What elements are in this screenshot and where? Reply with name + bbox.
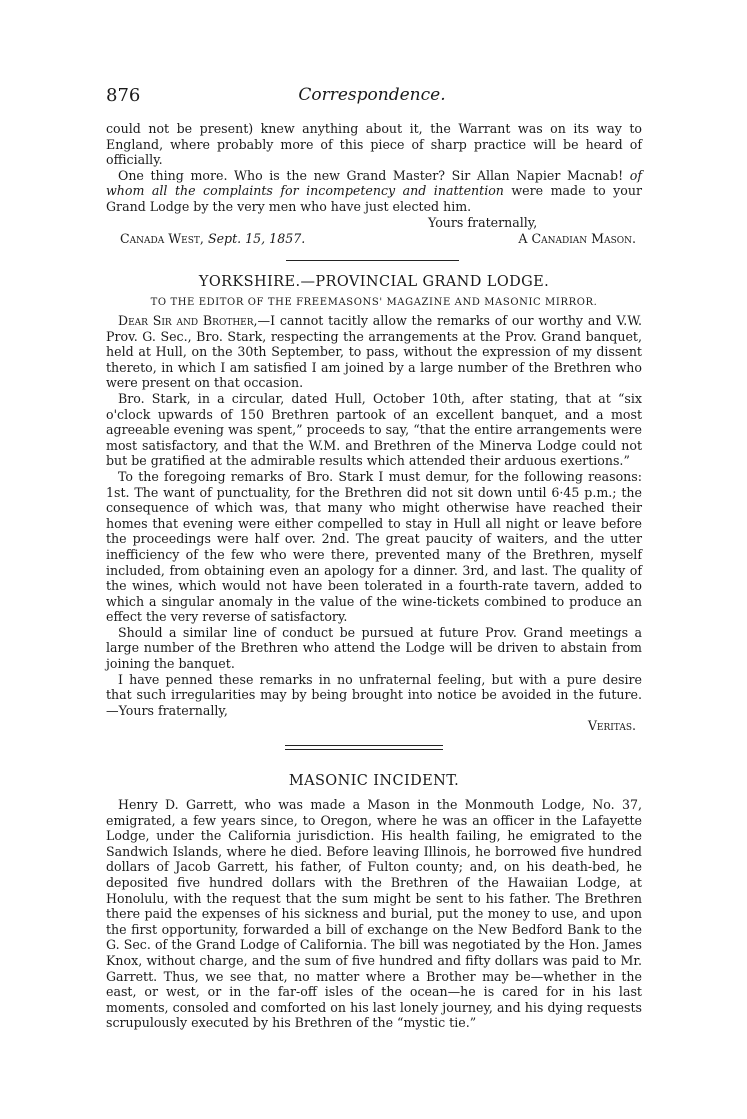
salutation: Dear Sir and Brother, (118, 313, 258, 328)
letter-text: were made to your Grand Lodge by the very men who have just elected him. (106, 183, 643, 214)
letter-paragraph (106, 168, 642, 215)
letter-date: Sept. 15, 1857. (207, 230, 306, 246)
article-paragraph: Henry D. Garrett, who was made a Mason in the Monmouth Lodge, No. 37, emigrated, a few years since, to Oregon, where he was an officer in the Lafayette Lodge, under the California jurisdiction. His health failing, he emigrated to the Sandwich Islands, where he died. Before leaving Illinois, he borrowed five hundred dollars of Jacob Garrett, his father, of Fulton county; and, on his death-bed, he deposited five hundred dollars with the Brethren of the Hawaiian Lodge, at Honolulu, with the request that the sum might be sent to his father. The Brethren there paid the expenses of his sickness and burial, put the money to use, and upon the first opportunity, forwarded a bill of exchange on the New Bedford Bank to the G. Sec. of the Grand Lodge of California. The bill was negotiated by the Hon. James Knox, without charge, and the sum of five hundred and fifty dollars was paid to Mr. Garrett. Thus, we see that, no matter where a Brother may be—whether in the east, or west, or in the far-off isles of the ocean—he is cared for in his last moments, consoled and comforted on his last lonely journey, and his dying requests scrupulously executed by his Brethren of the “mystic tie.” (106, 797, 642, 1031)
letter-text: One thing more. Who is the new Grand Master? Sir Allan Napier Macnab! (118, 167, 624, 183)
letter-signature-line (106, 231, 642, 247)
article-title: YORKSHIRE.—PROVINCIAL GRAND LODGE. (198, 274, 550, 290)
article-title: MASONIC INCIDENT. (288, 773, 460, 789)
article-subhead: TO THE EDITOR OF THE FREEMASONS' MAGAZINE AND MASONIC MIRROR. (150, 297, 598, 308)
letter-place-date (120, 231, 305, 247)
article-signature-line (106, 718, 642, 734)
section-divider-double (285, 745, 443, 750)
letter-signature: A Canadian Mason. (518, 230, 636, 246)
article-masonic-incident (106, 773, 642, 1031)
running-head: Correspondence. (298, 85, 446, 105)
letter-paragraph: could not be present) knew anything about it, the Warrant was on its way to England, where probably more of this piece of sharp practice will be heard of officially. (106, 121, 642, 168)
letter-italic-text: of whom all the complaints for incompetency and inattention (106, 167, 642, 199)
article-yorkshire (106, 274, 642, 734)
article-paragraph: Should a similar line of conduct be pursued at future Prov. Grand meetings a large number of the Brethren who attend the Lodge will be driven to abstain from joining the banquet. (106, 624, 642, 672)
page-header (106, 85, 638, 109)
section-divider (286, 260, 459, 261)
article-paragraph: I have penned these remarks in no unfraternal feeling, but with a pure desire that such irregularities may by being brought into notice be avoided in the future.—Yours fraternally, (106, 671, 642, 718)
letter-closing: Yours fraternally, (428, 214, 538, 230)
article-paragraph: To the foregoing remarks of Bro. Stark I must demur, for the following reasons: 1st. The want of punctuality, for the Brethren did not sit down until 6·45 p.m.; the consequence of which was, that many who might otherwise have reached their homes that evening were either compelled to stay in Hull all night or leave before the proceedings were half over. 2nd. The great paucity of waiters, and the utter inefficiency of the few who were there, prevented many of the Brethren, myself included, from obtaining even an apology for a dinner. 3rd, and last. The quality of the wines, which would not have been tolerated in a fourth-rate tavern, added to which a singular anomaly in the value of the wine-tickets combined to produce an effect the very reverse of satisfactory. (106, 468, 642, 625)
letter-canadian-mason (106, 121, 642, 247)
article-signature: Veritas. (587, 718, 636, 734)
paragraph-text: —I cannot tacitly allow the remarks of our worthy and V.W. Prov. G. Sec., Bro. Stark, respecting the arrangements at the Prov. Grand banquet, held at Hull, on the 30th September, to pass, without the expression of my dissent thereto, in which I am satisfied I am joined by a large number of the Brethren who were present on that occasion. (106, 313, 642, 391)
article-paragraph: Bro. Stark, in a circular, dated Hull, October 10th, after stating, that at “six o'clock upwards of 150 Brethren partook of an excellent banquet, and a most agreeable evening was spent,” proceeds to say, “that the entire arrangements were most satisfactory, and that the W.M. and Brethren of the Minerva Lodge could not but be gratified at the admirable results which attended their arduous exertions.” (106, 390, 642, 469)
letter-place: Canada West, (120, 230, 204, 246)
article-paragraph (106, 313, 642, 391)
letter-closing-line (106, 215, 642, 231)
page-number: 876 (106, 85, 141, 106)
